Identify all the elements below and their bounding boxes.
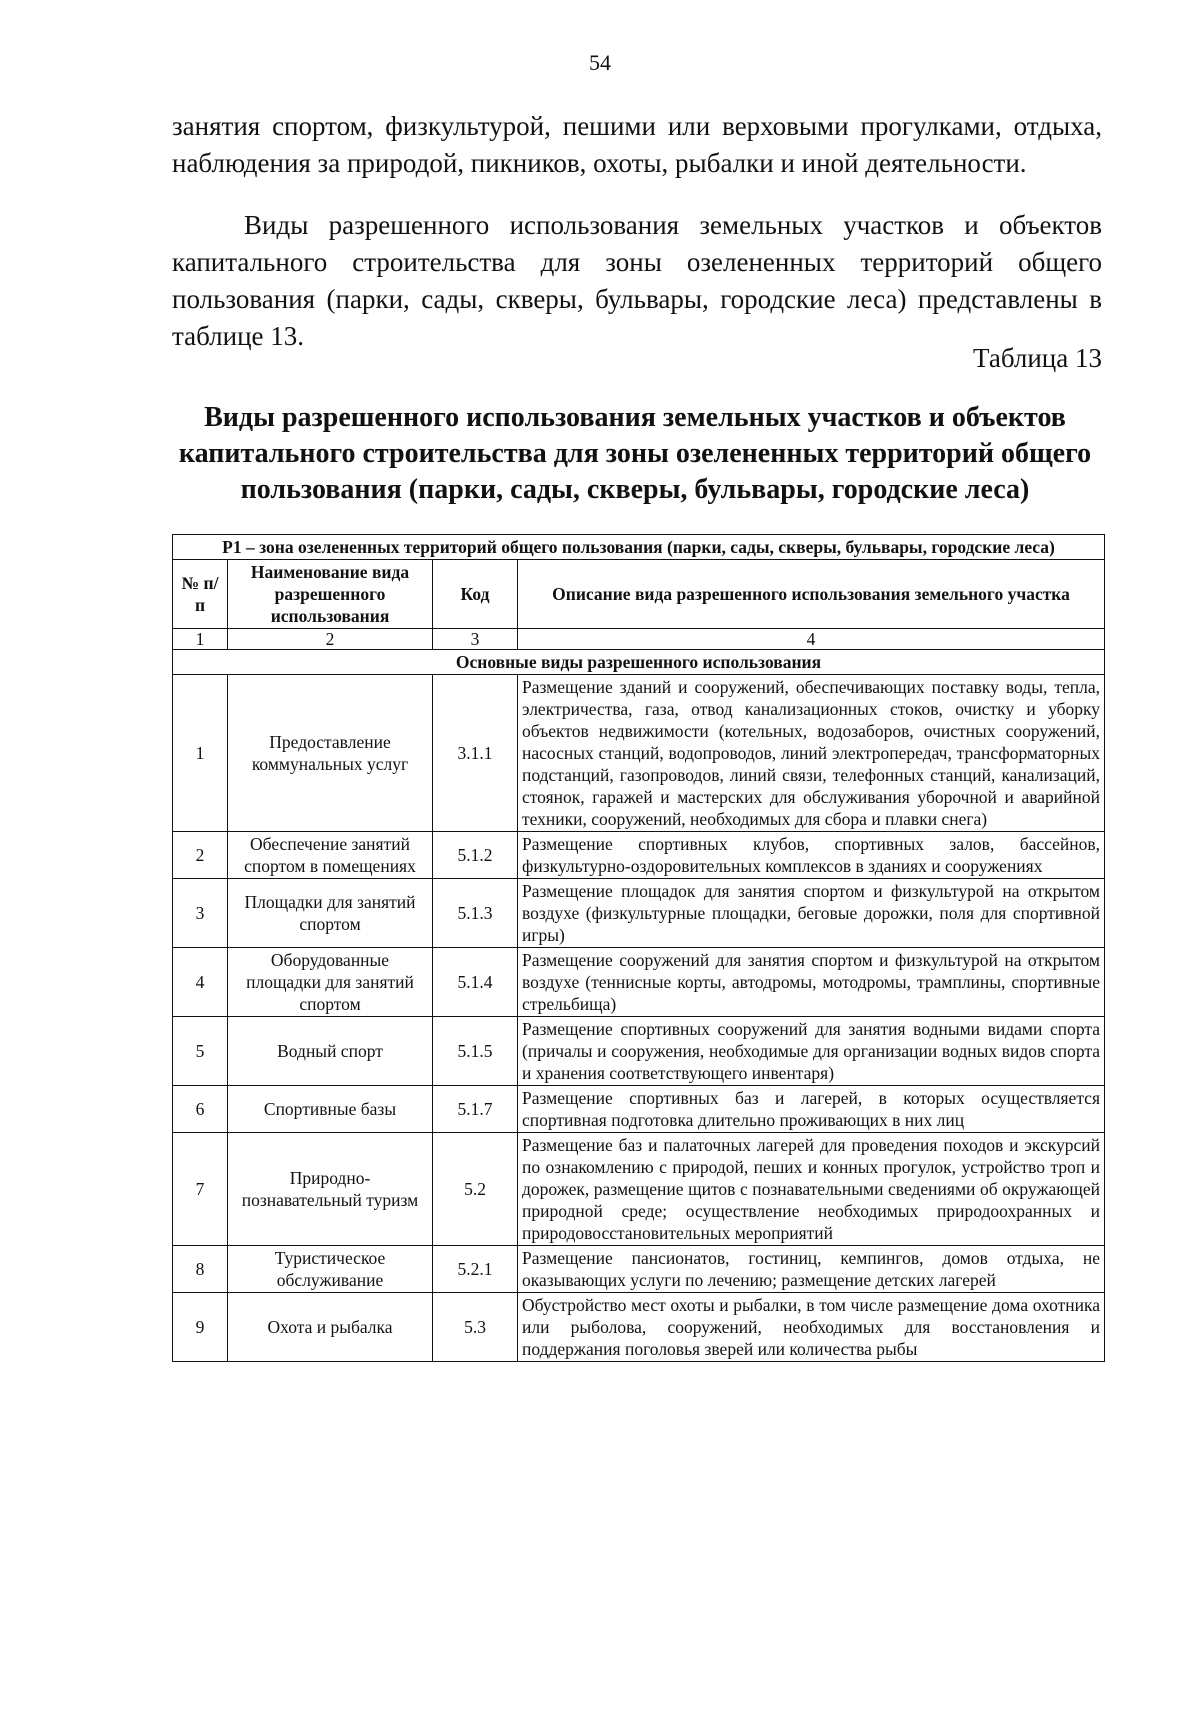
table-title: Виды разрешенного использования земельных участков и объектов капитального строительства для зоны озелененных территорий общего пользования (парки, сады, скверы, бульвары, городские леса) <box>178 402 1092 505</box>
row-num: 6 <box>173 1086 228 1133</box>
row-name: Предоставление коммунальных услуг <box>228 675 433 832</box>
col-header-desc: Описание вида разрешенного использования земельного участка <box>518 560 1105 629</box>
row-code: 5.1.7 <box>433 1086 518 1133</box>
row-name: Водный спорт <box>228 1017 433 1086</box>
row-num: 1 <box>173 675 228 832</box>
col-number: 1 <box>173 629 228 650</box>
row-code: 5.3 <box>433 1293 518 1362</box>
paragraph-1: занятия спортом, физкультурой, пешими или верховыми прогулками, отдыха, наблюдения за природой, пикников, охоты, рыбалки и иной деятельности. <box>172 111 1102 178</box>
row-name: Природно-познавательный туризм <box>228 1133 433 1246</box>
row-num: 2 <box>173 832 228 879</box>
table-row <box>173 1293 1105 1362</box>
row-name: Туристическое обслуживание <box>228 1246 433 1293</box>
col-header-num: № п/п <box>173 560 228 629</box>
zone-header: Р1 – зона озелененных территорий общего пользования (парки, сады, скверы, бульвары, городские леса) <box>173 535 1105 560</box>
table-caption: Таблица 13 <box>973 343 1102 373</box>
page-number: 54 <box>589 50 611 75</box>
row-code: 5.2 <box>433 1133 518 1246</box>
table-row <box>173 1017 1105 1086</box>
table-row <box>173 948 1105 1017</box>
row-code: 5.1.5 <box>433 1017 518 1086</box>
table-row <box>173 1133 1105 1246</box>
table-row <box>173 1086 1105 1133</box>
row-desc: Размещение пансионатов, гостиниц, кемпингов, домов отдыха, не оказывающих услуги по лечению; размещение детских лагерей <box>518 1246 1105 1293</box>
row-code: 5.1.3 <box>433 879 518 948</box>
table-row <box>173 675 1105 832</box>
row-num: 4 <box>173 948 228 1017</box>
row-code: 5.1.2 <box>433 832 518 879</box>
row-code: 5.1.4 <box>433 948 518 1017</box>
table-row <box>173 832 1105 879</box>
row-desc: Размещение спортивных баз и лагерей, в которых осуществляется спортивная подготовка длительно проживающих в них лиц <box>518 1086 1105 1133</box>
column-header-row <box>173 560 1105 629</box>
section-header: Основные виды разрешенного использования <box>173 650 1105 675</box>
column-number-row <box>173 629 1105 650</box>
row-code: 3.1.1 <box>433 675 518 832</box>
row-name: Охота и рыбалка <box>228 1293 433 1362</box>
row-name: Оборудованные площадки для занятий спортом <box>228 948 433 1017</box>
row-name: Спортивные базы <box>228 1086 433 1133</box>
row-code: 5.2.1 <box>433 1246 518 1293</box>
row-desc: Размещение зданий и сооружений, обеспечивающих поставку воды, тепла, электричества, газа, отвод канализационных стоков, очистку и уборку объектов недвижимости (котельных, водозаборов, очистных сооружений, насосных станций, водопроводов, линий электропередач, трансформаторных подстанций, газопроводов, линий связи, телефонных станций, канализаций, стоянок, гаражей и мастерских для обслуживания уборочной и аварийной техники, сооружений, необходимых для сбора и плавки снега) <box>518 675 1105 832</box>
table-row <box>173 879 1105 948</box>
col-number: 3 <box>433 629 518 650</box>
section-row <box>173 650 1105 675</box>
row-desc: Обустройство мест охоты и рыбалки, в том числе размещение дома охотника или рыболова, сооружений, необходимых для восстановления и поддержания поголовья зверей или количества рыбы <box>518 1293 1105 1362</box>
table-row <box>173 1246 1105 1293</box>
row-desc: Размещение баз и палаточных лагерей для проведения походов и экскурсий по ознакомлению с природой, пеших и конных прогулок, устройство троп и дорожек, размещение щитов с познавательными сведениями об окружающей природной среде; осуществление необходимых природоохранных и природовосстановительных мероприятий <box>518 1133 1105 1246</box>
row-desc: Размещение спортивных сооружений для занятия водными видами спорта (причалы и сооружения, необходимые для организации водных видов спорта и хранения соответствующего инвентаря) <box>518 1017 1105 1086</box>
paragraph-2: Виды разрешенного использования земельных участков и объектов капитального строительства для зоны озелененных территорий общего пользования (парки, сады, скверы, бульвары, городские леса) представлены в таблице 13. <box>172 210 1102 351</box>
col-header-name: Наименование вида разрешенного использования <box>228 560 433 629</box>
row-name: Площадки для занятий спортом <box>228 879 433 948</box>
row-num: 5 <box>173 1017 228 1086</box>
row-num: 9 <box>173 1293 228 1362</box>
col-header-code: Код <box>433 560 518 629</box>
row-num: 3 <box>173 879 228 948</box>
land-use-table <box>172 534 1105 1362</box>
col-number: 2 <box>228 629 433 650</box>
row-name: Обеспечение занятий спортом в помещениях <box>228 832 433 879</box>
row-desc: Размещение сооружений для занятия спортом и физкультурой на открытом воздухе (теннисные корты, автодромы, мотодромы, трамплины, спортивные стрельбища) <box>518 948 1105 1017</box>
row-desc: Размещение площадок для занятия спортом и физкультурой на открытом воздухе (физкультурные площадки, беговые дорожки, поля для спортивной игры) <box>518 879 1105 948</box>
row-num: 8 <box>173 1246 228 1293</box>
zone-header-row <box>173 535 1105 560</box>
col-number: 4 <box>518 629 1105 650</box>
row-num: 7 <box>173 1133 228 1246</box>
row-desc: Размещение спортивных клубов, спортивных залов, бассейнов, физкультурно-оздоровительных комплексов в зданиях и сооружениях <box>518 832 1105 879</box>
